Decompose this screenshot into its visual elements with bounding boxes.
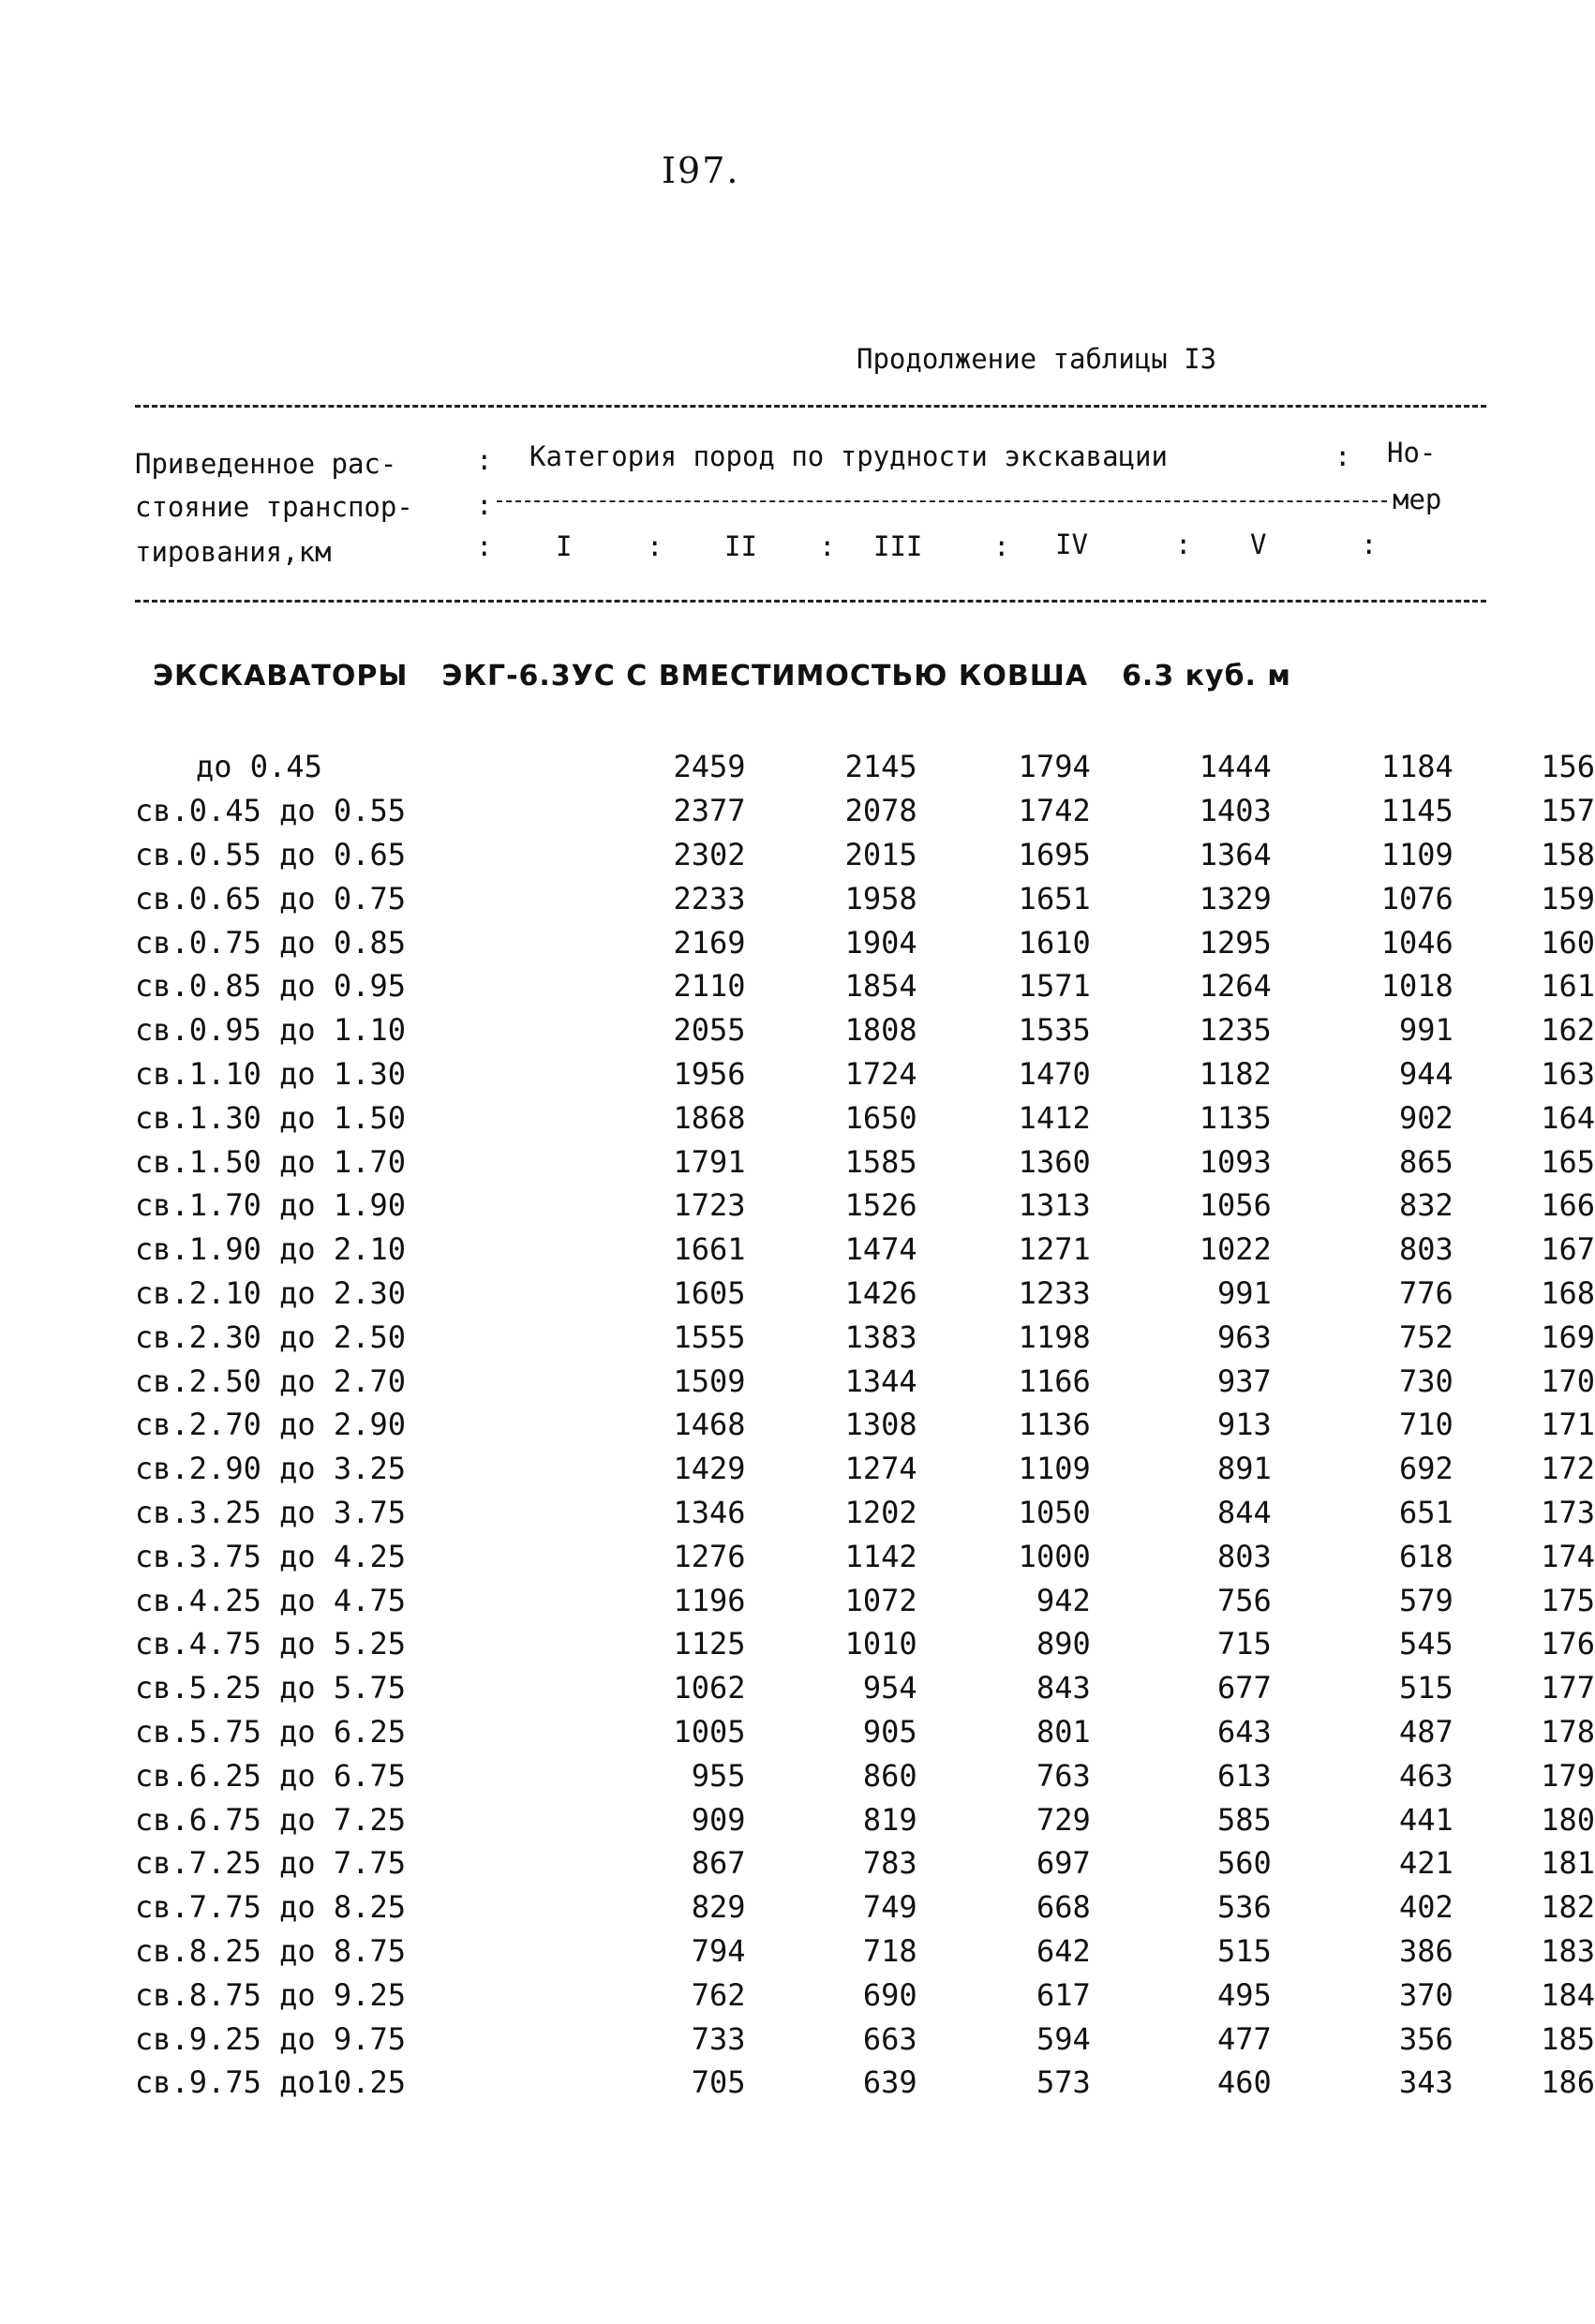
category-1-value-cell: 2110	[673, 968, 746, 1005]
row-number-cell: 186	[1541, 2064, 1595, 2101]
header-number-line2: мер	[1393, 484, 1442, 515]
category-2-value-cell: 1383	[844, 1318, 917, 1355]
category-2-value-cell: 1854	[844, 968, 917, 1005]
row-number-cell: 169	[1541, 1318, 1595, 1355]
category-5-value-cell: 618	[1398, 1538, 1453, 1574]
header-bottom-rule	[135, 600, 1486, 603]
row-number-cell: 179	[1541, 1757, 1595, 1794]
category-2-value-cell: 905	[862, 1713, 917, 1750]
category-1-value-cell: 909	[691, 1801, 746, 1838]
category-2-value-cell: 1274	[844, 1451, 917, 1487]
category-4-value-cell: 1182	[1199, 1055, 1272, 1092]
table-row	[135, 1666, 1595, 1710]
category-4-value-cell: 1295	[1199, 924, 1272, 961]
category-5-value-cell: 579	[1398, 1582, 1453, 1618]
header-col0-line1: Приведенное рас-	[135, 448, 397, 480]
row-number-cell: 158	[1541, 836, 1595, 872]
distance-range-cell: св.1.90 до 2.10	[135, 1231, 406, 1268]
category-5-value-cell: 515	[1398, 1670, 1453, 1706]
row-number-cell: 168	[1541, 1274, 1595, 1311]
category-1-value-cell: 2302	[673, 836, 746, 872]
table-row	[135, 1710, 1595, 1754]
table-row	[135, 1973, 1595, 2017]
category-1-value-cell: 1555	[673, 1318, 746, 1355]
category-2-value-cell: 663	[862, 2020, 917, 2057]
row-number-cell: 157	[1541, 793, 1595, 829]
category-4-value-cell: 585	[1216, 1801, 1272, 1838]
category-4-value-cell: 891	[1216, 1451, 1272, 1487]
category-1-value-cell: 1791	[673, 1143, 746, 1180]
category-3-value-cell: 763	[1036, 1757, 1091, 1794]
header-category-title: Категория пород по трудности экскавации	[529, 440, 1168, 472]
category-3-value-cell: 1198	[1018, 1318, 1091, 1355]
category-2-value-cell: 1202	[844, 1494, 917, 1530]
header-sep: :	[1334, 440, 1351, 472]
row-number-cell: 184	[1541, 1976, 1595, 2013]
category-1-value-cell: 2055	[673, 1012, 746, 1049]
row-number-cell: 175	[1541, 1582, 1595, 1618]
table-row	[135, 1403, 1595, 1447]
distance-range-cell: св.1.50 до 1.70	[135, 1143, 406, 1180]
category-1-value-cell: 705	[691, 2064, 746, 2101]
distance-range-cell: св.7.75 до 8.25	[135, 1889, 406, 1926]
distance-range-cell: св.1.10 до 1.30	[135, 1055, 406, 1092]
category-5-value-cell: 487	[1398, 1713, 1453, 1750]
distance-range-cell: св.2.90 до 3.25	[135, 1451, 406, 1487]
table-row	[135, 789, 1595, 833]
category-4-value-cell: 460	[1216, 2064, 1272, 2101]
row-number-cell: 171	[1541, 1407, 1595, 1443]
table-row	[135, 1228, 1595, 1272]
table-row	[135, 1272, 1595, 1316]
table-row	[135, 1315, 1595, 1359]
category-1-value-cell: 1346	[673, 1494, 746, 1530]
header-category-4: IV	[1055, 529, 1088, 560]
row-number-cell: 166	[1541, 1187, 1595, 1224]
page-number: I97.	[662, 150, 740, 191]
data-table	[135, 745, 1595, 2105]
category-2-value-cell: 1585	[844, 1143, 917, 1180]
category-5-value-cell: 944	[1398, 1055, 1453, 1092]
category-3-value-cell: 843	[1036, 1670, 1091, 1706]
row-number-cell: 163	[1541, 1055, 1595, 1092]
category-4-value-cell: 844	[1216, 1494, 1272, 1530]
category-5-value-cell: 692	[1398, 1451, 1453, 1487]
category-3-value-cell: 1000	[1018, 1538, 1091, 1574]
table-row	[135, 2017, 1595, 2061]
category-4-value-cell: 913	[1216, 1407, 1272, 1443]
category-3-value-cell: 1360	[1018, 1143, 1091, 1180]
category-1-value-cell: 2169	[673, 924, 746, 961]
category-3-value-cell: 1695	[1018, 836, 1091, 872]
category-5-value-cell: 1109	[1380, 836, 1453, 872]
category-4-value-cell: 991	[1216, 1274, 1272, 1311]
row-number-cell: 161	[1541, 968, 1595, 1005]
category-4-value-cell: 536	[1216, 1889, 1272, 1926]
category-3-value-cell: 1571	[1018, 968, 1091, 1005]
distance-range-cell: св.5.75 до 6.25	[135, 1713, 406, 1750]
distance-range-cell: св.6.25 до 6.75	[135, 1757, 406, 1794]
distance-range-cell: св.8.75 до 9.25	[135, 1976, 406, 2013]
category-2-value-cell: 1474	[844, 1231, 917, 1268]
row-number-cell: 177	[1541, 1670, 1595, 1706]
row-number-cell: 185	[1541, 2020, 1595, 2057]
distance-range-cell: св.9.75 до10.25	[135, 2064, 406, 2101]
table-row	[135, 1052, 1595, 1096]
distance-range-cell: св.8.25 до 8.75	[135, 1932, 406, 1969]
header-sep: :	[476, 530, 493, 562]
header-sep: :	[1361, 529, 1378, 560]
table-row	[135, 1841, 1595, 1885]
category-5-value-cell: 402	[1398, 1889, 1453, 1926]
row-number-cell: 182	[1541, 1889, 1595, 1926]
row-number-cell: 172	[1541, 1451, 1595, 1487]
category-4-value-cell: 1056	[1199, 1187, 1272, 1224]
category-1-value-cell: 1723	[673, 1187, 746, 1224]
category-4-value-cell: 963	[1216, 1318, 1272, 1355]
distance-range-cell: св.5.25 до 5.75	[135, 1670, 406, 1706]
header-category-2: II	[724, 530, 757, 562]
header-sep: :	[1175, 529, 1192, 560]
row-number-cell: 176	[1541, 1626, 1595, 1662]
header-number-line1: Но-	[1387, 437, 1437, 469]
row-number-cell: 162	[1541, 1012, 1595, 1049]
category-4-value-cell: 515	[1216, 1932, 1272, 1969]
category-3-value-cell: 1166	[1018, 1363, 1091, 1399]
category-3-value-cell: 1050	[1018, 1494, 1091, 1530]
category-1-value-cell: 733	[691, 2020, 746, 2057]
category-4-value-cell: 1022	[1199, 1231, 1272, 1268]
category-5-value-cell: 730	[1398, 1363, 1453, 1399]
category-3-value-cell: 1109	[1018, 1451, 1091, 1487]
table-row	[135, 2061, 1595, 2105]
row-number-cell: 181	[1541, 1845, 1595, 1882]
category-5-value-cell: 1046	[1380, 924, 1453, 961]
category-1-value-cell: 2377	[673, 793, 746, 829]
category-1-value-cell: 1509	[673, 1363, 746, 1399]
distance-range-cell: св.4.25 до 4.75	[135, 1582, 406, 1618]
distance-range-cell: св.7.25 до 7.75	[135, 1845, 406, 1882]
row-number-cell: 165	[1541, 1143, 1595, 1180]
category-2-value-cell: 2015	[844, 836, 917, 872]
distance-range-cell: св.3.75 до 4.25	[135, 1538, 406, 1574]
table-row	[135, 1140, 1595, 1184]
category-2-value-cell: 2145	[844, 749, 917, 785]
table-row	[135, 876, 1595, 920]
category-1-value-cell: 1661	[673, 1231, 746, 1268]
category-1-value-cell: 1468	[673, 1407, 746, 1443]
distance-range-cell: св.3.25 до 3.75	[135, 1494, 406, 1530]
category-3-value-cell: 697	[1036, 1845, 1091, 1882]
table-row	[135, 833, 1595, 877]
category-4-value-cell: 1364	[1199, 836, 1272, 872]
category-3-value-cell: 1742	[1018, 793, 1091, 829]
category-1-value-cell: 829	[691, 1889, 746, 1926]
header-mid-rule	[497, 500, 1387, 502]
table-row	[135, 1359, 1595, 1403]
table-row	[135, 1622, 1595, 1666]
header-sep: :	[819, 530, 836, 562]
table-row	[135, 1491, 1595, 1535]
category-3-value-cell: 1470	[1018, 1055, 1091, 1092]
category-4-value-cell: 560	[1216, 1845, 1272, 1882]
category-4-value-cell: 643	[1216, 1713, 1272, 1750]
category-3-value-cell: 1136	[1018, 1407, 1091, 1443]
category-5-value-cell: 776	[1398, 1274, 1453, 1311]
category-2-value-cell: 1426	[844, 1274, 917, 1311]
category-2-value-cell: 1904	[844, 924, 917, 961]
distance-range-cell: св.0.65 до 0.75	[135, 880, 406, 916]
distance-range-cell: до 0.45	[196, 749, 322, 785]
category-2-value-cell: 1072	[844, 1582, 917, 1618]
category-2-value-cell: 749	[862, 1889, 917, 1926]
category-5-value-cell: 1184	[1380, 749, 1453, 785]
distance-range-cell: св.1.30 до 1.50	[135, 1099, 406, 1136]
category-3-value-cell: 890	[1036, 1626, 1091, 1662]
category-2-value-cell: 1010	[844, 1626, 917, 1662]
category-5-value-cell: 441	[1398, 1801, 1453, 1838]
category-5-value-cell: 991	[1398, 1012, 1453, 1049]
category-1-value-cell: 1005	[673, 1713, 746, 1750]
row-number-cell: 164	[1541, 1099, 1595, 1136]
header-col0-line2: стояние транспор-	[135, 491, 413, 523]
category-5-value-cell: 752	[1398, 1318, 1453, 1355]
distance-range-cell: св.0.75 до 0.85	[135, 924, 406, 961]
category-5-value-cell: 356	[1398, 2020, 1453, 2057]
header-sep: :	[476, 489, 493, 521]
header-category-3: III	[873, 530, 923, 562]
category-4-value-cell: 1444	[1199, 749, 1272, 785]
category-4-value-cell: 756	[1216, 1582, 1272, 1618]
category-3-value-cell: 1313	[1018, 1187, 1091, 1224]
category-1-value-cell: 2233	[673, 880, 746, 916]
category-5-value-cell: 1145	[1380, 793, 1453, 829]
section-title-part1: ЭКСКАВАТОРЫ	[153, 660, 409, 693]
category-1-value-cell: 794	[691, 1932, 746, 1969]
category-5-value-cell: 545	[1398, 1626, 1453, 1662]
category-5-value-cell: 1076	[1380, 880, 1453, 916]
category-2-value-cell: 1650	[844, 1099, 917, 1136]
category-1-value-cell: 1062	[673, 1670, 746, 1706]
category-5-value-cell: 803	[1398, 1231, 1453, 1268]
row-number-cell: 167	[1541, 1231, 1595, 1268]
distance-range-cell: св.2.10 до 2.30	[135, 1274, 406, 1311]
distance-range-cell: св.0.55 до 0.65	[135, 836, 406, 872]
table-row	[135, 1184, 1595, 1228]
category-1-value-cell: 867	[691, 1845, 746, 1882]
distance-range-cell: св.0.45 до 0.55	[135, 793, 406, 829]
category-5-value-cell: 343	[1398, 2064, 1453, 2101]
distance-range-cell: св.4.75 до 5.25	[135, 1626, 406, 1662]
category-1-value-cell: 1125	[673, 1626, 746, 1662]
row-number-cell: 173	[1541, 1494, 1595, 1530]
header-category-5: V	[1250, 529, 1267, 560]
category-4-value-cell: 677	[1216, 1670, 1272, 1706]
category-5-value-cell: 1018	[1380, 968, 1453, 1005]
category-2-value-cell: 1724	[844, 1055, 917, 1092]
category-2-value-cell: 1526	[844, 1187, 917, 1224]
row-number-cell: 178	[1541, 1713, 1595, 1750]
category-5-value-cell: 710	[1398, 1407, 1453, 1443]
category-2-value-cell: 819	[862, 1801, 917, 1838]
table-row	[135, 1008, 1595, 1052]
category-1-value-cell: 1868	[673, 1099, 746, 1136]
category-1-value-cell: 762	[691, 1976, 746, 2013]
category-3-value-cell: 1535	[1018, 1012, 1091, 1049]
category-5-value-cell: 463	[1398, 1757, 1453, 1794]
category-3-value-cell: 594	[1036, 2020, 1091, 2057]
row-number-cell: 170	[1541, 1363, 1595, 1399]
row-number-cell: 159	[1541, 880, 1595, 916]
category-4-value-cell: 803	[1216, 1538, 1272, 1574]
row-number-cell: 174	[1541, 1538, 1595, 1574]
category-2-value-cell: 860	[862, 1757, 917, 1794]
category-1-value-cell: 1196	[673, 1582, 746, 1618]
distance-range-cell: св.2.50 до 2.70	[135, 1363, 406, 1399]
category-3-value-cell: 1610	[1018, 924, 1091, 961]
row-number-cell: 180	[1541, 1801, 1595, 1838]
category-3-value-cell: 1412	[1018, 1099, 1091, 1136]
category-4-value-cell: 1235	[1199, 1012, 1272, 1049]
table-row	[135, 1797, 1595, 1841]
category-2-value-cell: 690	[862, 1976, 917, 2013]
header-sep: :	[993, 530, 1010, 562]
category-3-value-cell: 1271	[1018, 1231, 1091, 1268]
row-number-cell: 156	[1541, 749, 1595, 785]
category-3-value-cell: 617	[1036, 1976, 1091, 2013]
table-row	[135, 1885, 1595, 1929]
section-title-part3: 6.3 куб. м	[1122, 660, 1291, 693]
category-3-value-cell: 801	[1036, 1713, 1091, 1750]
row-number-cell: 160	[1541, 924, 1595, 961]
section-title	[153, 660, 1325, 693]
category-3-value-cell: 668	[1036, 1889, 1091, 1926]
category-1-value-cell: 1956	[673, 1055, 746, 1092]
table-caption: Продолжение таблицы I3	[857, 343, 1217, 375]
category-2-value-cell: 1808	[844, 1012, 917, 1049]
category-1-value-cell: 2459	[673, 749, 746, 785]
distance-range-cell: св.2.30 до 2.50	[135, 1318, 406, 1355]
category-2-value-cell: 1142	[844, 1538, 917, 1574]
table-row	[135, 1578, 1595, 1622]
category-4-value-cell: 477	[1216, 2020, 1272, 2057]
table-row	[135, 1929, 1595, 1974]
category-4-value-cell: 1403	[1199, 793, 1272, 829]
category-2-value-cell: 1344	[844, 1363, 917, 1399]
category-4-value-cell: 937	[1216, 1363, 1272, 1399]
table-row	[135, 920, 1595, 964]
category-4-value-cell: 613	[1216, 1757, 1272, 1794]
category-5-value-cell: 386	[1398, 1932, 1453, 1969]
header-sep: :	[476, 444, 493, 476]
category-5-value-cell: 902	[1398, 1099, 1453, 1136]
category-5-value-cell: 421	[1398, 1845, 1453, 1882]
table-row	[135, 1534, 1595, 1578]
category-3-value-cell: 942	[1036, 1582, 1091, 1618]
category-4-value-cell: 1264	[1199, 968, 1272, 1005]
category-3-value-cell: 573	[1036, 2064, 1091, 2101]
table-row	[135, 1447, 1595, 1491]
category-5-value-cell: 651	[1398, 1494, 1453, 1530]
category-2-value-cell: 2078	[844, 793, 917, 829]
category-1-value-cell: 1605	[673, 1274, 746, 1311]
category-4-value-cell: 1135	[1199, 1099, 1272, 1136]
category-4-value-cell: 495	[1216, 1976, 1272, 2013]
category-2-value-cell: 1958	[844, 880, 917, 916]
distance-range-cell: св.2.70 до 2.90	[135, 1407, 406, 1443]
header-category-1: I	[556, 530, 573, 562]
distance-range-cell: св.0.85 до 0.95	[135, 968, 406, 1005]
category-1-value-cell: 955	[691, 1757, 746, 1794]
category-3-value-cell: 729	[1036, 1801, 1091, 1838]
header-col0-line3: тирования,км	[135, 536, 332, 568]
category-3-value-cell: 642	[1036, 1932, 1091, 1969]
table-row	[135, 1095, 1595, 1140]
header-sep: :	[647, 530, 663, 562]
category-2-value-cell: 718	[862, 1932, 917, 1969]
distance-range-cell: св.1.70 до 1.90	[135, 1187, 406, 1224]
table-row	[135, 1753, 1595, 1797]
category-4-value-cell: 1093	[1199, 1143, 1272, 1180]
distance-range-cell: св.0.95 до 1.10	[135, 1012, 406, 1049]
category-2-value-cell: 783	[862, 1845, 917, 1882]
distance-range-cell: св.6.75 до 7.25	[135, 1801, 406, 1838]
section-title-part2: ЭКГ-6.3УС С ВМЕСТИМОСТЬЮ КОВША	[441, 660, 1089, 693]
header-top-rule	[135, 405, 1486, 408]
category-1-value-cell: 1276	[673, 1538, 746, 1574]
distance-range-cell: св.9.25 до 9.75	[135, 2020, 406, 2057]
category-1-value-cell: 1429	[673, 1451, 746, 1487]
category-4-value-cell: 715	[1216, 1626, 1272, 1662]
category-5-value-cell: 865	[1398, 1143, 1453, 1180]
table-row	[135, 964, 1595, 1008]
category-2-value-cell: 1308	[844, 1407, 917, 1443]
category-3-value-cell: 1233	[1018, 1274, 1091, 1311]
table-row	[135, 745, 1595, 789]
category-3-value-cell: 1651	[1018, 880, 1091, 916]
category-2-value-cell: 954	[862, 1670, 917, 1706]
category-4-value-cell: 1329	[1199, 880, 1272, 916]
category-3-value-cell: 1794	[1018, 749, 1091, 785]
row-number-cell: 183	[1541, 1932, 1595, 1969]
category-2-value-cell: 639	[862, 2064, 917, 2101]
category-5-value-cell: 370	[1398, 1976, 1453, 2013]
category-5-value-cell: 832	[1398, 1187, 1453, 1224]
